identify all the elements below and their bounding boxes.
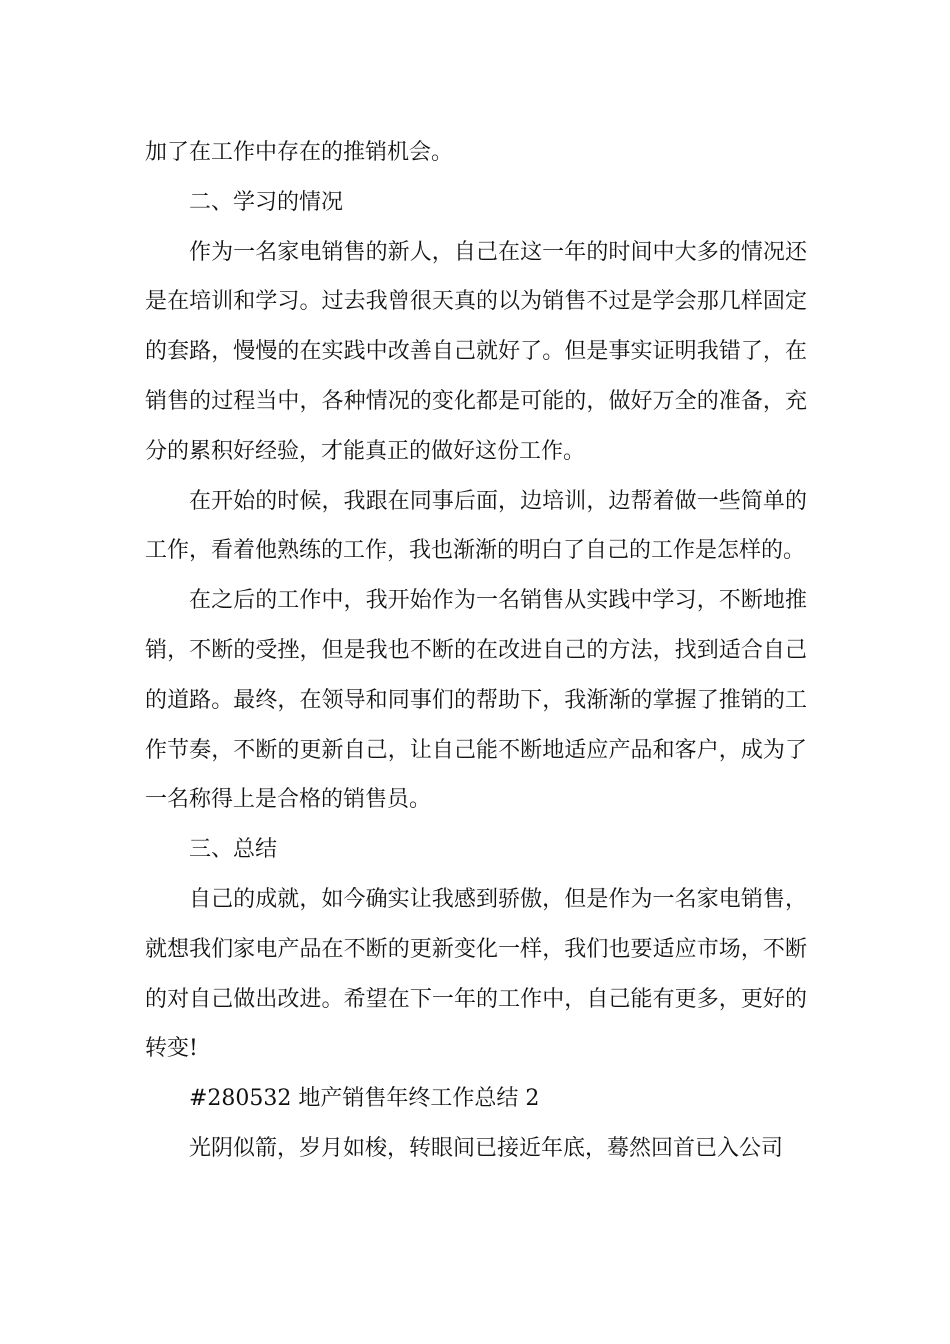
paragraph-newcomer: 作为一名家电销售的新人，自己在这一年的时间中大多的情况还是在培训和学习。过去我曾很天真的以为销售不过是学会那几样固定的套路，慢慢的在实践中改善自己就好了。但是事实证明我错了，在销售的过程当中，各种情况的变化都是可能的，做好万全的准备，充分的累积好经验，才能真正的做好这份工作。 — [145, 239, 807, 464]
paragraph-opening: 光阴似箭，岁月如梭，转眼间已接近年底，蓦然回首已入公司 — [189, 1135, 784, 1161]
paragraph-beginning: 在开始的时候，我跟在同事后面，边培训，边帮着做一些简单的工作，看着他熟练的工作，我也渐渐的明白了自己的工作是怎样的。 — [145, 488, 807, 564]
document-body — [145, 128, 807, 1174]
section-heading-learning: 二、学习的情况 — [189, 189, 344, 215]
section-heading-summary: 三、总结 — [189, 837, 278, 863]
paragraph-achievement: 自己的成就，如今确实让我感到骄傲，但是作为一名家电销售，就想我们家电产品在不断的更新变化一样，我们也要适应市场，不断的对自己做出改进。希望在下一年的工作中，自己能有更多，更好的转变! — [145, 886, 807, 1062]
article-title-2: #280532 地产销售年终工作总结 2 — [189, 1086, 540, 1112]
paragraph-continuation: 加了在工作中存在的推销机会。 — [145, 140, 454, 165]
paragraph-practice: 在之后的工作中，我开始作为一名销售从实践中学习，不断地推销，不断的受挫，但是我也不断的在改进自己的方法，找到适合自己的道路。最终，在领导和同事们的帮助下，我渐渐的掌握了推销的工作节奏，不断的更新自己，让自己能不断地适应产品和客户，成为了一名称得上是合格的销售员。 — [145, 588, 807, 813]
